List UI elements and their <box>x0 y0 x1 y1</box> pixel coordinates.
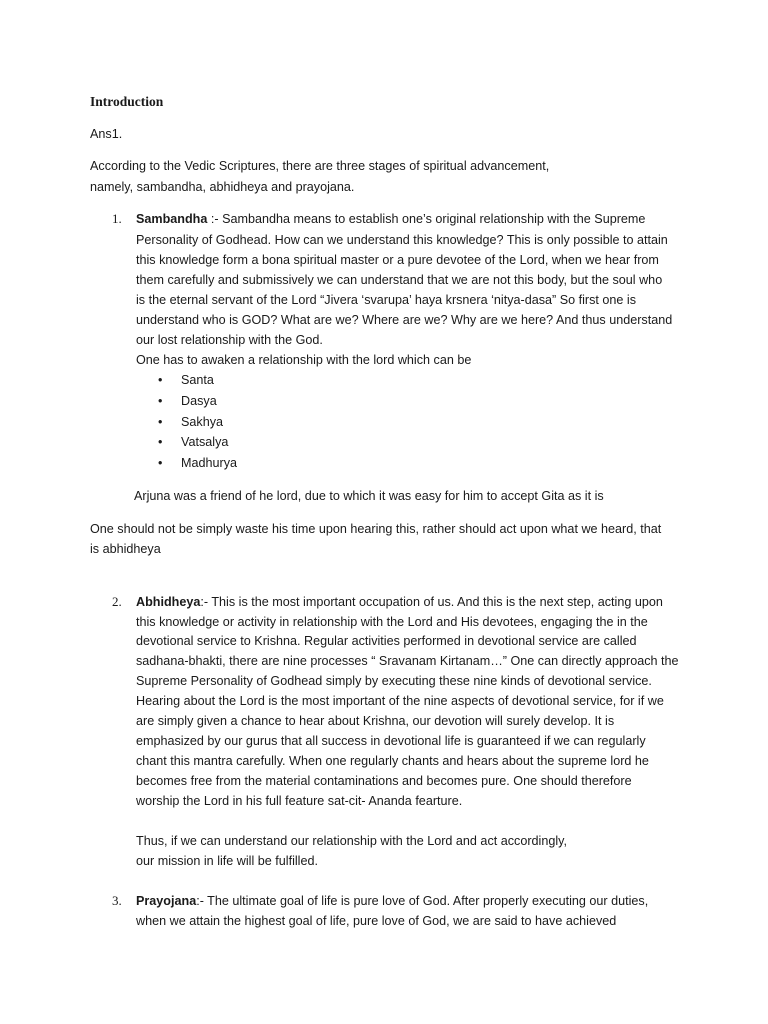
paragraph-line: One should not be simply waste his time upon hearing this, rather should act upon what we heard, that <box>90 522 662 536</box>
bullet-item: Vatsalya <box>181 435 229 449</box>
list-number: 2. <box>112 594 122 609</box>
conclusion-line: our mission in life will be fulfilled. <box>136 854 318 868</box>
term-prayojana: Prayojana <box>136 894 197 908</box>
term-abhidheya: Abhidheya <box>136 595 201 609</box>
intro-line: namely, sambandha, abhidheya and prayojana. <box>90 180 355 194</box>
list-item-line: Hearing about the Lord is the most important of the nine aspects of devotional service, for if we <box>136 694 664 708</box>
list-item-text: :- This is the most important occupation of us. And this is the next step, acting upon <box>200 595 663 609</box>
list-item-line: One has to awaken a relationship with the lord which can be <box>136 353 472 367</box>
list-item-line: sadhana-bhakti, there are nine processes “ Sravanam Kirtanam…” One can directly approach the <box>136 654 679 668</box>
list-item-line: are simply given a chance to hear about Krishna, our devotion will surely develop. It is <box>136 714 615 728</box>
bullet-icon: • <box>158 435 163 449</box>
paragraph-line: is abhidheya <box>90 542 161 556</box>
list-item-line <box>136 592 663 612</box>
term-sambandha: Sambandha <box>136 212 208 226</box>
list-number: 3. <box>112 893 122 908</box>
list-item-line: Supreme Personality of Godhead simply by executing these nine kinds of devotional service. <box>136 674 652 688</box>
bullet-icon: • <box>158 373 163 387</box>
list-item-line: our lost relationship with the God. <box>136 333 323 347</box>
list-item-line: becomes free from the material contaminations and becomes pure. One should therefore <box>136 774 632 788</box>
list-item-line: Personality of Godhead. How can we understand this knowledge? This is only possible to attain <box>136 233 668 247</box>
bullet-item: Dasya <box>181 394 217 408</box>
list-item-line: this knowledge or activity in relationship with the Lord and His devotees, engaging the in the <box>136 615 648 629</box>
bullet-item: Santa <box>181 373 214 387</box>
conclusion-line: Thus, if we can understand our relationship with the Lord and act accordingly, <box>136 834 567 848</box>
list-item-line: this knowledge form a bona spiritual master or a pure devotee of the Lord, when we hear from <box>136 253 659 267</box>
section-heading: Introduction <box>90 94 164 109</box>
list-item-line: them carefully and submissively we can understand that we are not this body, but the soul who <box>136 273 663 287</box>
list-item-line: devotional service to Krishna. Regular activities performed in devotional service are called <box>136 634 637 648</box>
list-item-line: chant this mantra carefully. When one regularly chants and hears about the supreme lord he <box>136 754 649 768</box>
list-item-line: worship the Lord in his full feature sat-cit- Ananda fearture. <box>136 794 463 808</box>
list-item-text: :- Sambandha means to establish one’s original relationship with the Supreme <box>207 212 646 226</box>
list-item-line: emphasized by our gurus that all success in devotional life is guaranteed if we can regularly <box>136 734 646 748</box>
bullet-icon: • <box>158 415 163 429</box>
list-item-line <box>136 891 648 911</box>
list-item-text: :- The ultimate goal of life is pure love of God. After properly executing our duties, <box>196 894 649 908</box>
bullet-icon: • <box>158 394 163 408</box>
list-item-line: is the eternal servant of the Lord “Jivera ‘svarupa’ haya krsnera ‘nitya-dasa” So first one is <box>136 293 637 307</box>
intro-line: According to the Vedic Scriptures, there are three stages of spiritual advancement, <box>90 159 550 173</box>
answer-label: Ans1. <box>90 127 123 141</box>
bullet-item: Sakhya <box>181 415 224 429</box>
list-item-line: when we attain the highest goal of life, pure love of God, we are said to have achieved <box>136 914 617 928</box>
bullet-item: Madhurya <box>181 456 238 470</box>
bullet-icon: • <box>158 456 163 470</box>
list-item-line: understand who is GOD? What are we? Where are we? Why are we here? And thus understand <box>136 313 673 327</box>
list-number: 1. <box>112 211 122 226</box>
arjuna-note: Arjuna was a friend of he lord, due to which it was easy for him to accept Gita as it is <box>134 489 604 503</box>
list-item-line <box>136 209 645 229</box>
